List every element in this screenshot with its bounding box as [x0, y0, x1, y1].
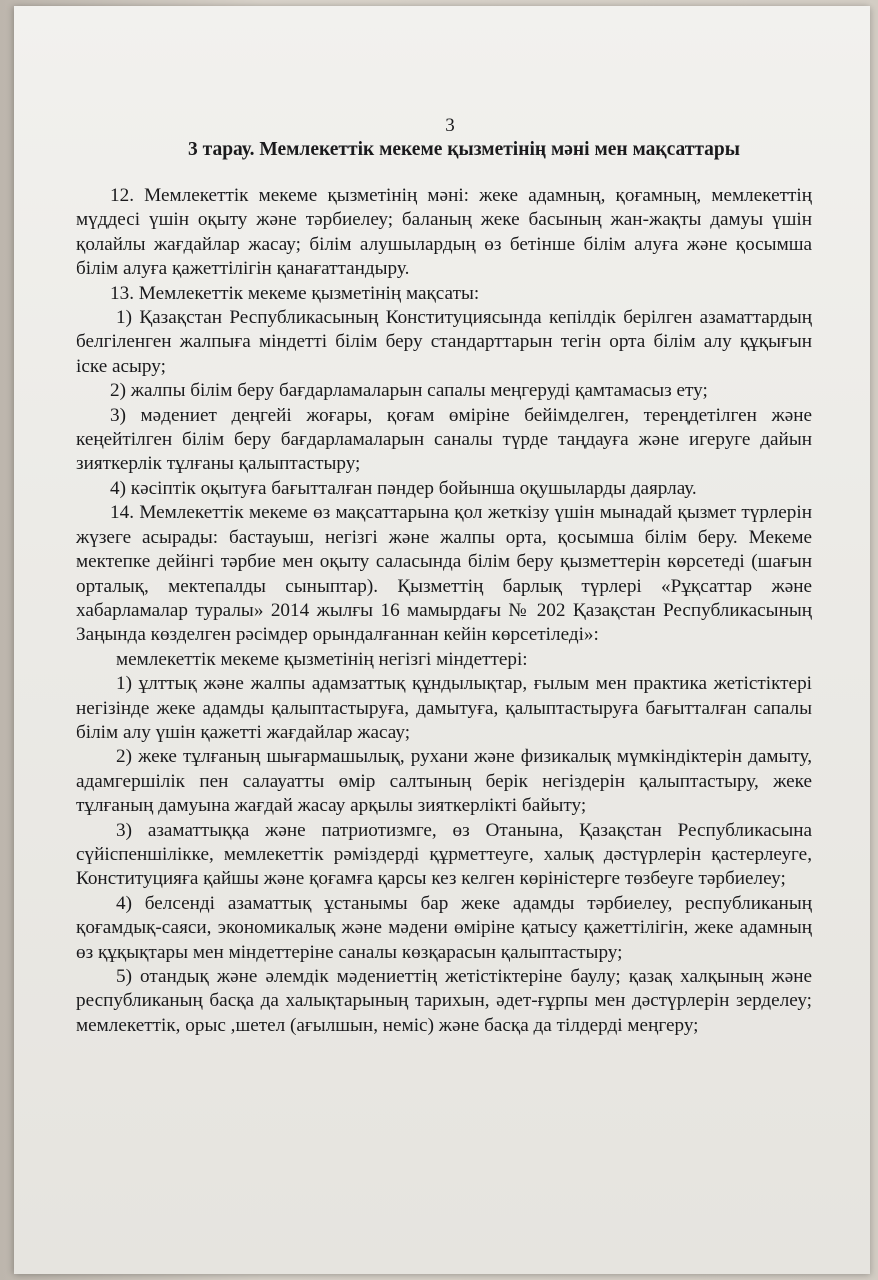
paragraph-12: 12. Мемлекеттік мекеме қызметінің мәні: жеке адамның, қоғамның, мемлекеттің мүддесі үшін оқыту және тәрбиелеу; баланың жеке басының жан-жақты дамуы үшін қолайлы жағдайлар жасау; білім алушылардың өз бетінше білім алуға және қосымша білім алуға қажеттілігін қанағаттандыру. [76, 185, 812, 280]
task-item-3: 3) азаматтыққа және патриотизмге, өз Отанына, Қазақстан Республикасына сүйіспеншілікке, мемлекеттік рәміздерді құрметтеуге, халық дәстүрлерін қастерлеуге, Конституцияға қайшы және қоғамға қарсы кез келген көріністерге төзбеуге тәрбиелеу; [76, 819, 812, 890]
paragraph-14: 14. Мемлекеттік мекеме өз мақсаттарына қол жеткізу үшін мынадай қызмет түрлерін жүзеге асырады: бастауыш, негізгі және жалпы орта, қосымша білім беру. Мекеме мектепке дейінгі тәрбие мен оқыту саласында білім беру қызметтерін көрсетеді (шағын орталық, мектепалды сыныптар). Қызметтің барлық түрлері «Рұқсаттар және хабарламалар туралы» 2014 жылғы 16 мамырдағы № 202 Қазақстан Республикасының Заңында көзделген рәсімдер орындалғаннан кейін көрсетіледі»: [76, 502, 812, 646]
paragraph-13-item-3: 3) мәдениет деңгейі жоғары, қоғам өміріне бейімделген, тереңдетілген және кеңейтілген білім беру бағдарламаларын саналы түрде таңдауға және игеруге дайын зияткерлік тұлғаны қалыптастыру; [76, 404, 812, 475]
document-page [14, 6, 870, 1274]
paragraph-13: 13. Мемлекеттік мекеме қызметінің мақсаты: [110, 282, 480, 304]
task-item-5: 5) отандық және әлемдік мәдениеттің жетістіктеріне баулу; қазақ халқының және республиканың басқа да халықтарының тарихын, әдет-ғұрпы мен дәстүрлерін зерделеу; мемлекеттік, орыс ,шетел (ағылшын, неміс) және басқа да тілдерді меңгеру; [76, 966, 812, 1036]
task-item-4: 4) белсенді азаматтық ұстанымы бар жеке адамды тәрбиелеу, республиканың қоғамдық-саяси, экономикалық және мәдени өміріне қатысу қажеттілігін, жеке адамның өз құқықтары мен міндеттеріне саналы көзқарасын қалыптастыру; [76, 892, 812, 963]
task-item-2: 2) жеке тұлғаның шығармашылық, рухани және физикалық мүмкіндіктерін дамыту, адамгершілік пен салауатты өмір салтының берік негіздерін қалыптастыру, жеке тұлғаның дамуына жағдай жасау арқылы зияткерлікті байыту; [76, 746, 812, 817]
task-item-1: 1) ұлттық және жалпы адамзаттық құндылықтар, ғылым мен практика жетістіктері негізінде жеке адамды қалыптастыруға, дамытуға, қалыптастыруға бағытталған сапалы білім алу үшін қажетті жағдайлар жасау; [76, 673, 812, 743]
paragraph-13-item-1: 1) Қазақстан Республикасының Конституциясында кепілдік берілген азаматтардың белгіленген жалпыға міндетті білім беру стандарттарын тегін орта білім алу құқығын іске асыру; [76, 307, 812, 377]
page-content [76, 114, 812, 1038]
section-title: 3 тарау. Мемлекеттік мекеме қызметінің мәні мен мақсаттары [188, 139, 740, 160]
paragraph-13-item-2: 2) жалпы білім беру бағдарламаларын сапалы меңгеруді қамтамасыз ету; [110, 380, 708, 402]
tasks-heading: мемлекеттік мекеме қызметінің негізгі міндеттері: [116, 648, 528, 670]
paragraph-13-item-4: 4) кәсіптік оқытуға бағытталған пәндер бойынша оқушыларды даярлау. [110, 477, 697, 499]
page-number: 3 [445, 115, 455, 136]
